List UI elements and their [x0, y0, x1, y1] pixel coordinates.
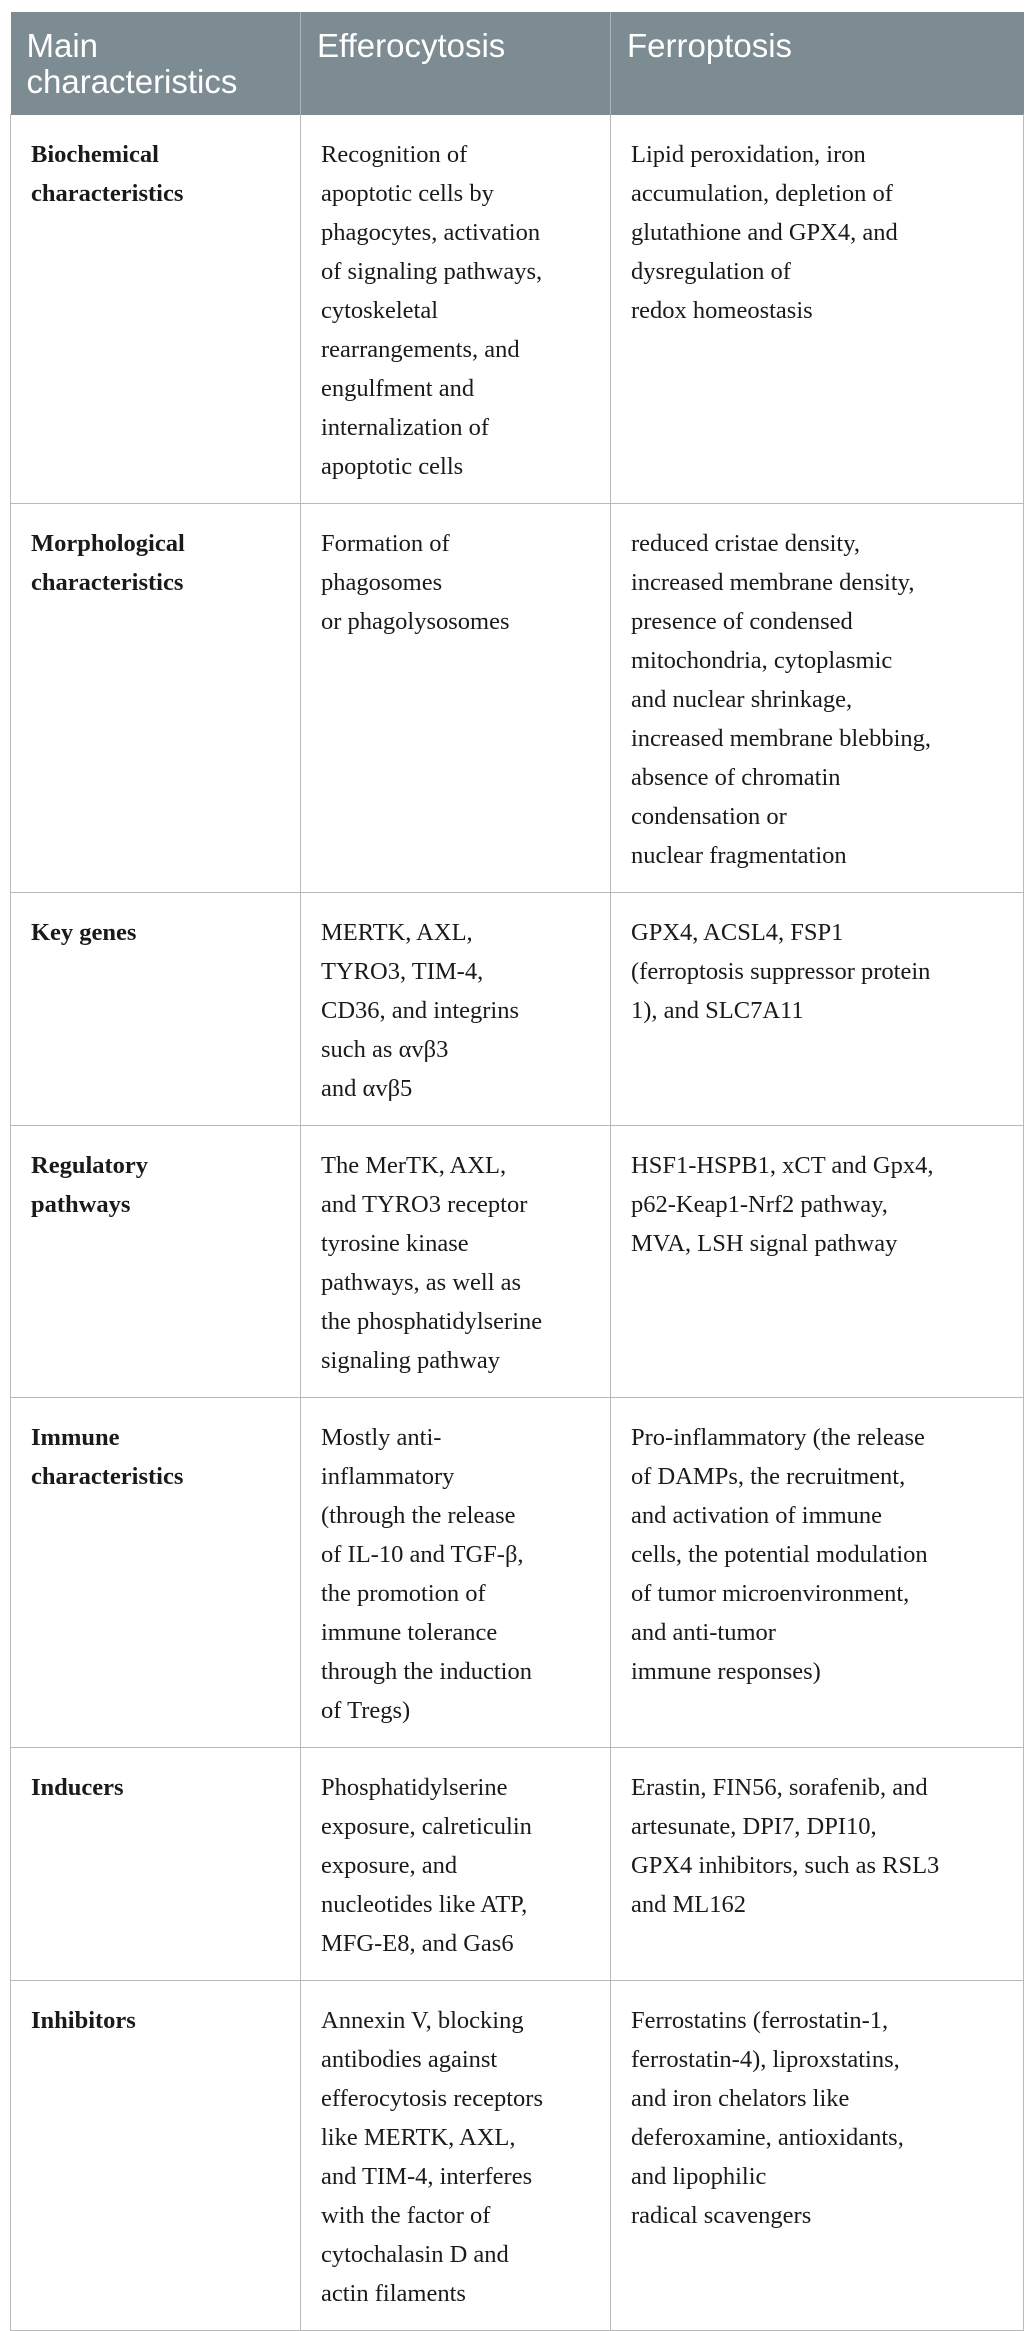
ferroptosis-cell: Lipid peroxidation, iron accumulation, depletion of glutathione and GPX4, and dysregulation of redox homeostasis: [611, 115, 1024, 504]
header-row: [11, 12, 1024, 115]
ferroptosis-cell: Ferrostatins (ferrostatin-1, ferrostatin-4), liproxstatins, and iron chelators like deferoxamine, antioxidants, and lipophilic radical scavengers: [611, 1981, 1024, 2331]
efferocytosis-cell: Annexin V, blocking antibodies against efferocytosis receptors like MERTK, AXL, and TIM-4, interferes with the factor of cytochalasin D and actin filaments: [301, 1981, 611, 2331]
ferroptosis-cell: HSF1-HSPB1, xCT and Gpx4, p62-Keap1-Nrf2 pathway, MVA, LSH signal pathway: [611, 1126, 1024, 1398]
ferroptosis-cell: Pro-inflammatory (the release of DAMPs, the recruitment, and activation of immune cells, the potential modulation of tumor microenvironment, and anti-tumor immune responses): [611, 1398, 1024, 1748]
efferocytosis-cell: Formation of phagosomes or phagolysosomes: [301, 504, 611, 893]
table-row-key-genes: [11, 893, 1024, 1126]
table-body: [11, 115, 1024, 2331]
efferocytosis-cell: Recognition of apoptotic cells by phagocytes, activation of signaling pathways, cytoskeletal rearrangements, and engulfment and internalization of apoptotic cells: [301, 115, 611, 504]
row-label: Inhibitors: [11, 1981, 301, 2331]
table-row-morphological: [11, 504, 1024, 893]
efferocytosis-cell: Phosphatidylserine exposure, calreticulin exposure, and nucleotides like ATP, MFG-E8, and Gas6: [301, 1748, 611, 1981]
row-label: Immune characteristics: [11, 1398, 301, 1748]
header-efferocytosis: Efferocytosis: [301, 12, 611, 115]
row-label: Regulatory pathways: [11, 1126, 301, 1398]
table-row-inducers: [11, 1748, 1024, 1981]
ferroptosis-cell: reduced cristae density, increased membrane density, presence of condensed mitochondria, cytoplasmic and nuclear shrinkage, increased membrane blebbing, absence of chromatin condensation or nuclear fragmentation: [611, 504, 1024, 893]
row-label: Key genes: [11, 893, 301, 1126]
row-label: Morphological characteristics: [11, 504, 301, 893]
table-row-inhibitors: [11, 1981, 1024, 2331]
efferocytosis-cell: The MerTK, AXL, and TYRO3 receptor tyrosine kinase pathways, as well as the phosphatidylserine signaling pathway: [301, 1126, 611, 1398]
efferocytosis-cell: Mostly anti- inflammatory (through the release of IL-10 and TGF-β, the promotion of immune tolerance through the induction of Tregs): [301, 1398, 611, 1748]
comparison-table: [10, 12, 1024, 2331]
row-label: Biochemical characteristics: [11, 115, 301, 504]
table-row-immune: [11, 1398, 1024, 1748]
table-header: [11, 12, 1024, 115]
comparison-table-container: [10, 12, 1023, 2331]
header-main-characteristics: Main characteristics: [11, 12, 301, 115]
header-ferroptosis: Ferroptosis: [611, 12, 1024, 115]
table-row-biochemical: [11, 115, 1024, 504]
ferroptosis-cell: GPX4, ACSL4, FSP1 (ferroptosis suppressor protein 1), and SLC7A11: [611, 893, 1024, 1126]
table-row-regulatory: [11, 1126, 1024, 1398]
ferroptosis-cell: Erastin, FIN56, sorafenib, and artesunate, DPI7, DPI10, GPX4 inhibitors, such as RSL3 and ML162: [611, 1748, 1024, 1981]
efferocytosis-cell: MERTK, AXL, TYRO3, TIM-4, CD36, and integrins such as αvβ3 and αvβ5: [301, 893, 611, 1126]
row-label: Inducers: [11, 1748, 301, 1981]
